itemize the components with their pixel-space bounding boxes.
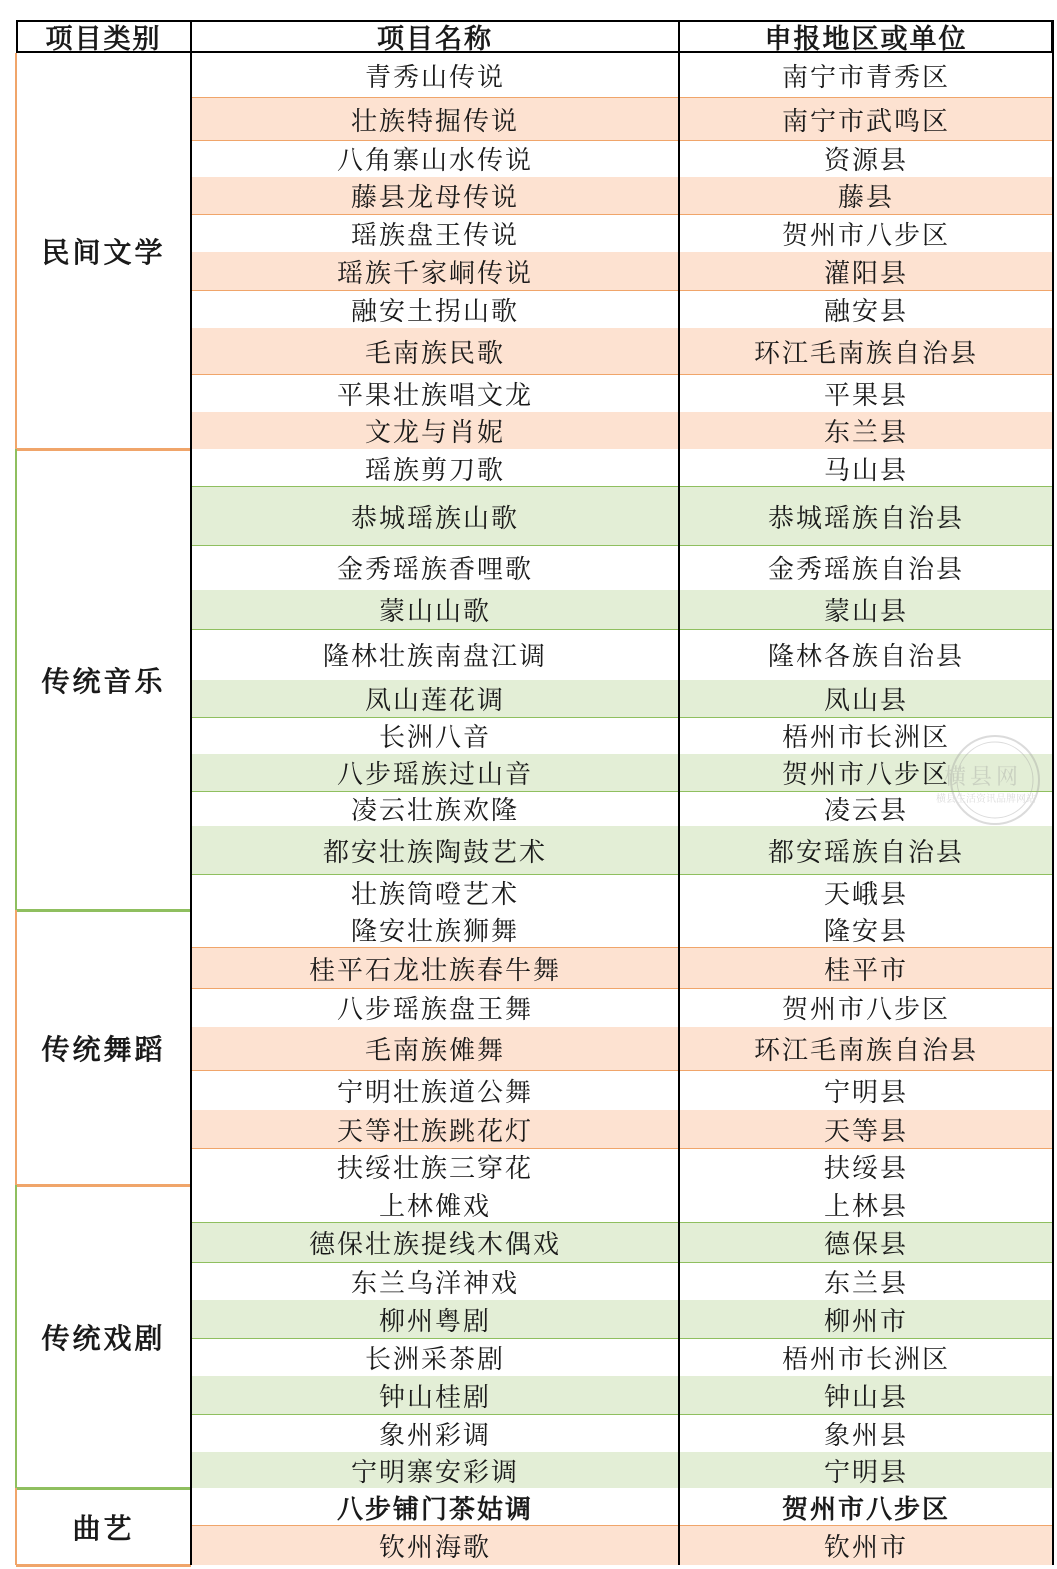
- column-separator: [190, 1488, 192, 1565]
- region-cell: 隆安县: [823, 916, 908, 947]
- category-cell: 民间文学: [41, 236, 166, 269]
- project-name-cell: 天等壮族跳花灯: [336, 1116, 533, 1147]
- table-row: [191, 1148, 1053, 1185]
- project-name-cell: 瑶族千家峒传说: [336, 258, 533, 289]
- table-row: [191, 1027, 1053, 1070]
- table-row: [191, 1300, 1053, 1338]
- project-name-cell: 柳州粤剧: [378, 1306, 491, 1337]
- region-cell: 都安瑶族自治县: [767, 837, 964, 868]
- category-left-border: [15, 1185, 17, 1488]
- table-row: [191, 629, 1053, 680]
- table-row: [191, 717, 1053, 754]
- region-cell: 恭城瑶族自治县: [767, 503, 964, 534]
- project-name-cell: 钟山桂剧: [378, 1382, 491, 1413]
- project-name-cell: 蒙山山歌: [378, 597, 491, 627]
- region-cell: 隆林各族自治县: [767, 642, 964, 672]
- project-name-cell: 凌云壮族欢隆: [350, 796, 519, 826]
- project-name-cell: 桂平石龙壮族春牛舞: [308, 955, 561, 986]
- project-name-cell: 钦州海歌: [378, 1533, 491, 1563]
- column-separator-middle: [678, 20, 680, 1565]
- category-left-border: [15, 1488, 17, 1565]
- table-row: [191, 680, 1053, 717]
- project-name-cell: 象州彩调: [378, 1420, 491, 1451]
- project-name-cell: 金秀瑶族香哩歌: [336, 555, 533, 585]
- project-name-cell: 宁明壮族道公舞: [336, 1077, 533, 1108]
- region-cell: 藤县: [837, 183, 894, 213]
- table-row: [191, 53, 1053, 98]
- region-cell: 贺州市八步区: [781, 1494, 950, 1525]
- table-row: [191, 1185, 1053, 1223]
- table-row: [191, 1414, 1053, 1452]
- region-cell: 象州县: [823, 1420, 908, 1451]
- region-cell: 宁明县: [823, 1457, 908, 1488]
- table-row: [191, 140, 1053, 177]
- table-row: [191, 754, 1053, 791]
- category-cell: 曲艺: [72, 1511, 135, 1545]
- project-name-cell: 八步瑶族过山音: [336, 760, 533, 790]
- header-region: 申报地区或单位: [764, 24, 968, 53]
- project-name-cell: 长洲八音: [378, 723, 491, 753]
- table-row: [191, 290, 1053, 328]
- table-row: [191, 328, 1053, 374]
- table-row: [191, 1376, 1053, 1414]
- column-separator: [190, 449, 192, 910]
- watermark-title: 横县网: [944, 765, 1023, 790]
- region-cell: 天峨县: [823, 879, 908, 910]
- header-row: [16, 20, 1053, 53]
- region-cell: 梧州市长洲区: [781, 723, 950, 753]
- table-row: [191, 545, 1053, 590]
- region-cell: 平果县: [823, 380, 908, 411]
- table-row: [191, 1452, 1053, 1488]
- region-cell: 凌云县: [823, 796, 908, 826]
- table-row: [191, 214, 1053, 252]
- region-cell: 东兰县: [823, 418, 908, 448]
- region-cell: 贺州市八步区: [781, 995, 950, 1025]
- region-cell: 天等县: [823, 1116, 908, 1147]
- region-cell: 凤山县: [823, 686, 908, 716]
- project-name-cell: 八步铺门茶姑调: [336, 1494, 533, 1525]
- project-name-cell: 长洲采茶剧: [364, 1344, 505, 1375]
- table-row: [191, 874, 1053, 910]
- project-name-cell: 毛南族民歌: [364, 338, 505, 369]
- project-name-cell: 瑶族盘王传说: [350, 220, 519, 251]
- category-left-border: [15, 910, 17, 1185]
- project-name-cell: 凤山莲花调: [364, 686, 505, 716]
- region-cell: 金秀瑶族自治县: [767, 555, 964, 585]
- region-cell: 钟山县: [823, 1382, 908, 1413]
- region-cell: 马山县: [823, 455, 908, 486]
- table-row: [191, 412, 1053, 449]
- region-cell: 环江毛南族自治县: [753, 1036, 978, 1066]
- region-cell: 宁明县: [823, 1077, 908, 1108]
- region-cell: 贺州市八步区: [781, 220, 950, 251]
- table-row: [191, 487, 1053, 545]
- table-row: [191, 910, 1053, 948]
- category-cell: 传统戏剧: [41, 1321, 166, 1355]
- table-row: [191, 449, 1053, 487]
- table-row: [191, 1488, 1053, 1526]
- table-row: [191, 948, 1053, 988]
- table-row: [191, 252, 1053, 290]
- table-row: [191, 1338, 1053, 1376]
- region-cell: 环江毛南族自治县: [753, 338, 978, 369]
- table-row: [191, 590, 1053, 629]
- project-name-cell: 壮族特掘传说: [350, 106, 519, 137]
- table-row: [191, 826, 1053, 874]
- table-row: [191, 177, 1053, 214]
- table-row: [191, 791, 1053, 826]
- column-separator: [190, 910, 192, 1185]
- region-cell: 灌阳县: [823, 258, 908, 289]
- region-cell: 南宁市武鸣区: [781, 106, 950, 137]
- project-name-cell: 隆林壮族南盘江调: [322, 642, 547, 672]
- region-cell: 梧州市长洲区: [781, 1344, 950, 1375]
- column-separator: [190, 53, 192, 449]
- header-divider: [190, 20, 192, 53]
- region-cell: 柳州市: [823, 1306, 908, 1337]
- project-name-cell: 宁明寨安彩调: [350, 1457, 519, 1488]
- project-name-cell: 毛南族傩舞: [364, 1036, 505, 1066]
- region-cell: 融安县: [823, 296, 908, 327]
- project-name-cell: 都安壮族陶鼓艺术: [322, 837, 547, 868]
- category-cell: 传统音乐: [41, 664, 166, 698]
- category-left-border: [15, 53, 17, 449]
- project-name-cell: 壮族筒噔艺术: [350, 879, 519, 910]
- region-cell: 桂平市: [823, 955, 908, 986]
- project-name-cell: 八步瑶族盘王舞: [336, 995, 533, 1025]
- column-separator: [190, 1185, 192, 1488]
- table-row: [191, 1070, 1053, 1110]
- project-name-cell: 德保壮族提线木偶戏: [308, 1230, 561, 1260]
- table-row: [191, 988, 1053, 1027]
- region-cell: 上林县: [823, 1191, 908, 1222]
- category-left-border: [15, 449, 17, 910]
- project-name-cell: 恭城瑶族山歌: [350, 503, 519, 534]
- region-cell: 钦州市: [823, 1533, 908, 1563]
- table-row: [191, 1262, 1053, 1300]
- region-cell: 蒙山县: [823, 597, 908, 627]
- region-cell: 德保县: [823, 1230, 908, 1260]
- region-cell: 贺州市八步区: [781, 760, 950, 790]
- region-cell: 资源县: [823, 146, 908, 176]
- project-name-cell: 藤县龙母传说: [350, 183, 519, 213]
- project-name-cell: 隆安壮族狮舞: [350, 916, 519, 947]
- project-name-cell: 上林傩戏: [378, 1191, 491, 1222]
- table-row: [191, 1526, 1053, 1565]
- region-cell: 扶绥县: [823, 1154, 908, 1184]
- project-name-cell: 东兰乌洋神戏: [350, 1268, 519, 1299]
- header-name: 项目名称: [377, 24, 493, 53]
- project-name-cell: 八角寨山水传说: [336, 146, 533, 176]
- table-row: [191, 1223, 1053, 1262]
- watermark-subtitle: 横县生活资讯品牌网站: [936, 794, 1036, 805]
- category-cell: 传统舞蹈: [41, 1032, 166, 1066]
- group-separator: [16, 1564, 191, 1567]
- project-name-cell: 融安土拐山歌: [350, 296, 519, 327]
- project-name-cell: 平果壮族唱文龙: [336, 380, 533, 411]
- header-category: 项目类别: [45, 24, 162, 53]
- project-name-cell: 文龙与肖妮: [364, 418, 505, 448]
- table-row: [191, 374, 1053, 412]
- table-row: [191, 98, 1053, 140]
- project-name-cell: 瑶族剪刀歌: [364, 455, 505, 486]
- watermark-logo: [936, 730, 1054, 830]
- project-name-cell: 青秀山传说: [364, 63, 505, 93]
- table-row: [191, 1110, 1053, 1148]
- region-cell: 东兰县: [823, 1268, 908, 1299]
- region-cell: 南宁市青秀区: [781, 63, 950, 93]
- project-name-cell: 扶绥壮族三穿花: [336, 1154, 533, 1184]
